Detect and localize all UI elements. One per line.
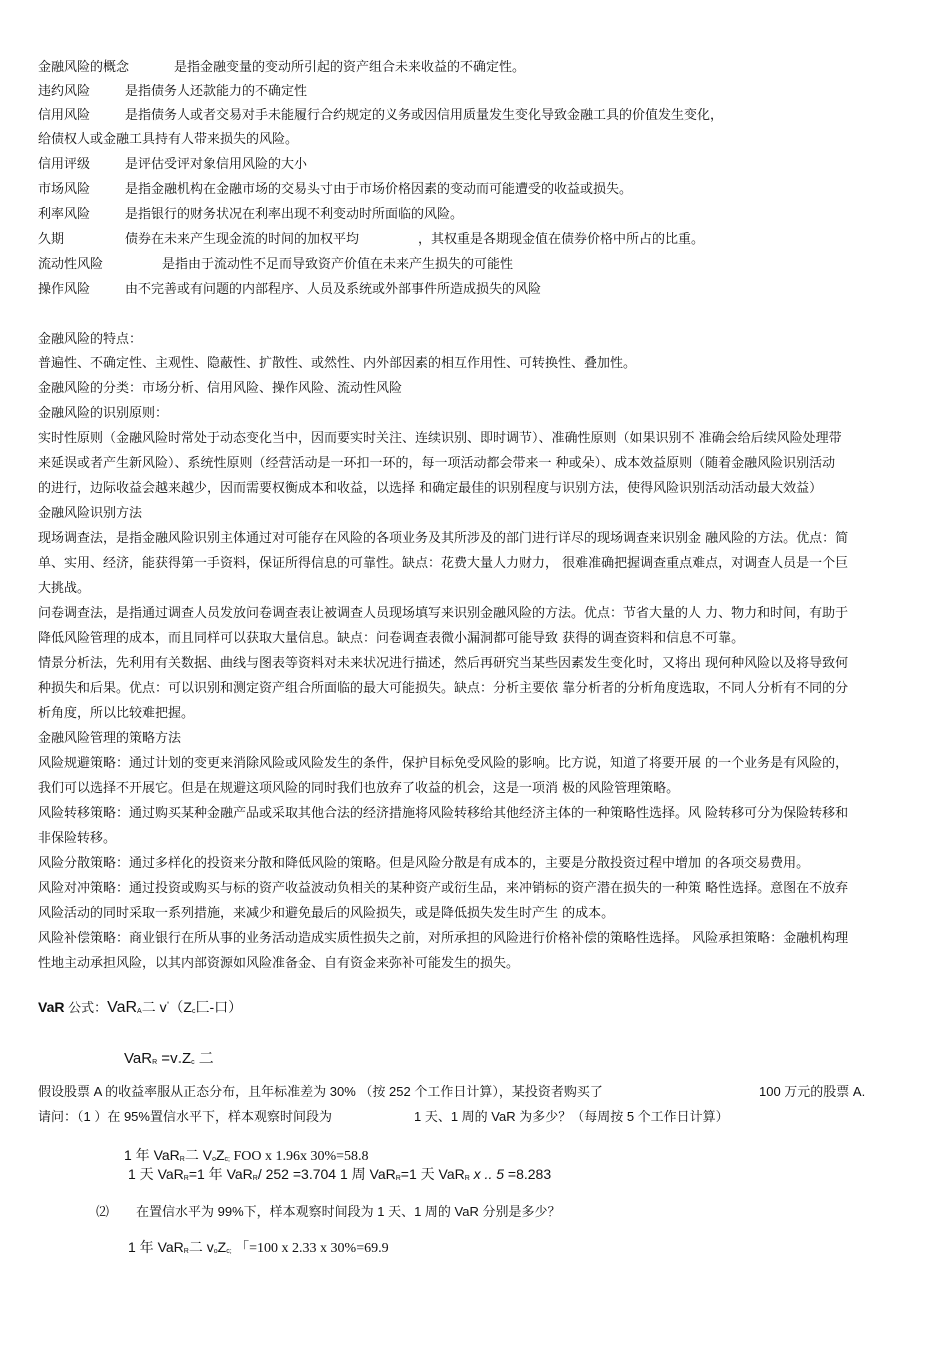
definition-desc: 是指银行的财务状况在利率出现不利变动时所面临的风险。 (125, 207, 464, 222)
body-text-line: 大挑战。 (38, 581, 91, 596)
definition-term: 信用评级 (38, 157, 91, 172)
definition-desc: 债券在未来产生现金流的时间的加权平均 (125, 232, 360, 247)
definition-term: 违约风险 (38, 84, 91, 99)
definition-term: 市场风险 (38, 182, 91, 197)
definition-desc: 是指金融变量的变动所引起的资产组合未来收益的不确定性。 (174, 60, 526, 75)
var-question-part2: 在置信水平为 99%下，样本观察时间段为 1 天、1 周的 VaR 分别是多少？ (136, 1204, 561, 1219)
body-text-line: 性地主动承担风险，以其内部资源如风险准备金、自有资金来弥补可能发生的损失。 (38, 956, 520, 971)
var-label: VaR (38, 999, 65, 1015)
body-text-line: 情景分析法，先利用有关数据、曲线与图表等资料对未来状况进行描述，然后再研究当某些因素发生变化时，又将出 现何种风险以及将导致何 (38, 656, 849, 671)
section-heading: 金融风险的识别原则： (38, 406, 169, 421)
definition-desc: 给债权人或金融工具持有人带来损失的风险。 (38, 132, 299, 147)
var-calc-line: 1 天 VaR$_R$=1 年 VaR$_R$/ 252 =3.704 1 周 VaR$_R$=1 天 VaR$_R$ x .. 5 =8.283 (128, 1166, 552, 1182)
definition-term: 信用风险 (38, 108, 91, 123)
body-text-line: 金融风险的分类：市场分析、信用风险、操作风险、流动性风险 (38, 381, 403, 396)
body-text-line: 风险分散策略：通过多样化的投资来分散和降低风险的策略。但是风险分散是有成本的，主要是分散投资过程中增加 的各项交易费用。 (38, 856, 810, 871)
body-text-line: 的进行，边际收益会越来越少，因而需要权衡成本和收益，以选择 和确定最佳的识别程度与识别方法，使得风险识别活动活动最大效益） (38, 481, 823, 496)
definition-desc: 是指由于流动性不足而导致资产价值在未来产生损失的可能性 (162, 257, 514, 272)
body-text-line: 风险转移策略：通过购买某种金融产品或采取其他合法的经济措施将风险转移给其他经济主体的一种策略性选择。风 险转移可分为保险转移和 (38, 806, 849, 821)
section-heading: 金融风险的特点： (38, 332, 143, 347)
var-calc-line: 1 年 VaR$_R$二 $v_oZ_{c;}$ 「=100 x 2.33 x 30%=69.9 (128, 1239, 389, 1256)
body-text-line: 降低风险管理的成本，而且同样可以获取大量信息。缺点：问卷调查表微小漏洞都可能导致 获得的调查资料和信息不可靠。 (38, 631, 745, 646)
definition-term: 利率风险 (38, 207, 91, 222)
body-text-line: 非保险转移。 (38, 831, 117, 846)
var-formula-line: VaR 公式：VaR$_A$二 $v^\circ(Z_c$匚-口） (38, 999, 243, 1016)
var-question-part1: 请问：（1 ）在 95%置信水平下，样本观察时间段为 (38, 1109, 332, 1124)
definition-desc-continued: ，其权重是各期现金值在债券价格中所占的比重。 (418, 232, 705, 247)
definition-term: 金融风险的概念 (38, 60, 130, 75)
var-question-line-end: 100 万元的股票 A. (759, 1084, 866, 1099)
section-heading: 金融风险管理的策略方法 (38, 731, 182, 746)
definition-desc: 由不完善或有问题的内部程序、人员及系统或外部事件所造成损失的风险 (125, 282, 542, 297)
body-text-line: 问卷调查法，是指通过调查人员发放问卷调查表让被调查人员现场填写来识别金融风险的方法。优点：节省大量的人 力、物力和时间，有助于 (38, 606, 849, 621)
definition-term: 操作风险 (38, 282, 91, 297)
definition-desc: 是指金融机构在金融市场的交易头寸由于市场价格因素的变动而可能遭受的收益或损失。 (125, 182, 633, 197)
var-calc-line: 1 年 VaR$_R$二 $V_oZ_{c;}$ FOO x 1.96x 30%=58.8 (124, 1147, 369, 1164)
body-text-line: 我们可以选择不开展它。但是在规避这项风险的同时我们也放弃了收益的机会，这是一项消 极的风险管理策略。 (38, 781, 680, 796)
var-question-part2-num: ⑵ (96, 1204, 110, 1219)
body-text-line: 现场调查法，是指金融风险识别主体通过对可能存在风险的各项业务及其所涉及的部门进行详尽的现场调查来识别金 融风险的方法。优点：简 (38, 531, 849, 546)
var-question-line: 假设股票 A 的收益率服从正态分布，且年标准差为 30% （按 252 个工作日计算），某投资者购买了 (38, 1084, 603, 1099)
body-text-line: 来延误或者产生新风险）、系统性原则（经营活动是一环扣一环的，每一项活动都会带来一 种或朵）、成本效益原则（随着金融风险识别活动 (38, 456, 836, 471)
definition-term: 流动性风险 (38, 257, 104, 272)
body-text-line: 风险对冲策略：通过投资或购买与标的资产收益波动负相关的某种资产或衍生品，来冲销标的资产潜在损失的一种策 略性选择。意图在不放弃 (38, 881, 849, 896)
definition-desc: 是指债务人还款能力的不确定性 (125, 84, 308, 99)
body-text-line: 析角度，所以比较难把握。 (38, 706, 195, 721)
var-formula-simplified: $VaR_R =v_\circ Z_c$ 二 (124, 1050, 214, 1067)
section-heading: 金融风险识别方法 (38, 506, 143, 521)
definition-desc: 是评估受评对象信用风险的大小 (125, 157, 308, 172)
body-text-line: 风险活动的同时采取一系列措施，来减少和避免最后的风险损失，或是降低损失发生时产生 的成本。 (38, 906, 615, 921)
body-text-line: 风险规避策略：通过计划的变更来消除风险或风险发生的条件，保护目标免受风险的影响。比方说，知道了将要开展 的一个业务是有风险的， (38, 756, 849, 771)
body-text-line: 风险补偿策略：商业银行在所从事的业务活动造成实质性损失之前，对所承担的风险进行价格补偿的策略性选择。 风险承担策略：金融机构理 (38, 931, 849, 946)
body-text-line: 单、实用、经济，能获得第一手资料，保证所得信息的可靠性。缺点：花费大量人力财力， 很难准确把握调查重点难点，对调查人员是一个巨 (38, 556, 849, 571)
definition-term: 久期 (38, 232, 65, 247)
var-question-part1-end: 1 天、1 周的 VaR 为多少？（每周按 5 个工作日计算） (414, 1109, 729, 1124)
definition-desc: 是指债务人或者交易对手未能履行合约规定的义务或因信用质量发生变化导致金融工具的价值发生变化， (125, 108, 724, 123)
body-text-line: 普遍性、不确定性、主观性、隐蔽性、扩散性、或然性、内外部因素的相互作用性、可转换性、叠加性。 (38, 356, 637, 371)
body-text-line: 种损失和后果。优点：可以识别和测定资产组合所面临的最大可能损失。缺点：分析主要依 靠分析者的分析角度选取，不同人分析有不同的分 (38, 681, 849, 696)
body-text-line: 实时性原则（金融风险时常处于动态变化当中，因而要实时关注、连续识别、即时调节）、准确性原则（如果识别不 准确会给后续风险处理带 (38, 431, 842, 446)
